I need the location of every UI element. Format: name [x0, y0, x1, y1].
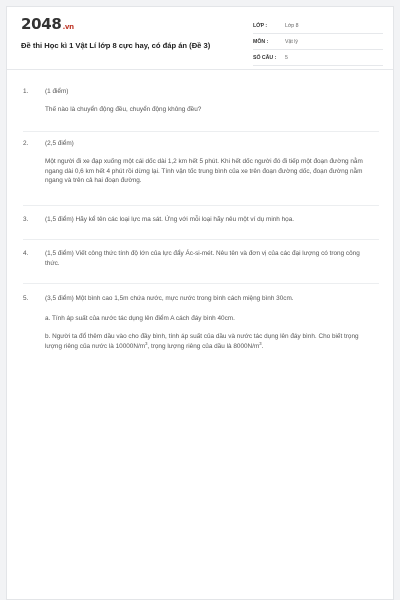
question-number: 1. [23, 88, 29, 95]
meta-label-class: LỚP : [253, 22, 268, 29]
exam-title: Đề thi Học kì 1 Vật Lí lớp 8 cực hay, có đáp án (Đề 3) [21, 41, 211, 50]
meta-row-class [253, 18, 383, 34]
question-number: 5. [23, 295, 29, 302]
question-part-b [45, 332, 371, 351]
question-number: 2. [23, 140, 29, 147]
question-points: (1 điểm) [45, 88, 69, 95]
question-points: (2,5 điểm) [45, 140, 74, 147]
question-divider [23, 239, 379, 240]
question-text: Một người đi xe đạp xuống một cái dốc dài 1,2 km hết 5 phút. Khi hết dốc người đó đi tiếp một đoạn đường nằm ngang dài 0,6 km hết 4 phút rồi dừng lại. Tính vận tốc trung bình của xe trên đoạn đường dốc, đoạn đường nằm ngang và trên cả hai đoạn đường. [45, 158, 363, 185]
exam-meta [253, 18, 383, 66]
question-text: Thế nào là chuyển động đều, chuyển động không đều? [45, 106, 202, 113]
meta-row-count [253, 50, 383, 66]
meta-value-subject: Vật lý [285, 38, 298, 45]
question-text: (1,5 điểm) Viết công thức tính độ lớn của lực đẩy Ác-si-mét. Nêu tên và đơn vị của các đại lượng có trong công thức. [45, 250, 360, 267]
meta-value-count: 5 [285, 54, 288, 61]
exam-header [7, 7, 393, 70]
logo-text: 2048 [21, 15, 62, 33]
meta-row-subject [253, 34, 383, 50]
exam-sheet [6, 6, 394, 600]
part-b-text-2: , trọng lượng riêng của dầu là 8000N/m [147, 342, 260, 350]
site-logo[interactable] [21, 15, 74, 33]
question-number: 3. [23, 216, 29, 223]
question-text: (1,5 điểm) Hãy kể tên các loại lực ma sát. Ứng với mỗi loại hãy nêu một ví dụ minh họa. [45, 216, 295, 223]
logo-suffix: .vn [62, 23, 74, 31]
question-divider [23, 283, 379, 284]
question-text: (3,5 điểm) Một bình cao 1,5m chứa nước, mực nước trong bình cách miệng bình 30cm. [45, 295, 294, 302]
superscript-3: 3 [259, 340, 262, 346]
question-part-a: a. Tính áp suất của nước tác dụng lên điểm A cách đáy bình 40cm. [45, 315, 235, 322]
part-b-text-1: b. Người ta đổ thêm dầu vào cho đầy bình, tính áp suất của dầu và nước tác dụng lên đáy bình. Cho biết trọng lượng riêng của nước là 10000N/m [45, 333, 359, 350]
superscript-3: 3 [145, 340, 148, 346]
meta-label-subject: MÔN : [253, 38, 269, 45]
question-divider [23, 205, 379, 206]
part-b-text-3: . [261, 342, 264, 350]
meta-label-count: SỐ CÂU : [253, 54, 277, 61]
question-number: 4. [23, 250, 29, 257]
meta-value-class: Lớp 8 [285, 22, 299, 29]
question-divider [23, 131, 379, 132]
